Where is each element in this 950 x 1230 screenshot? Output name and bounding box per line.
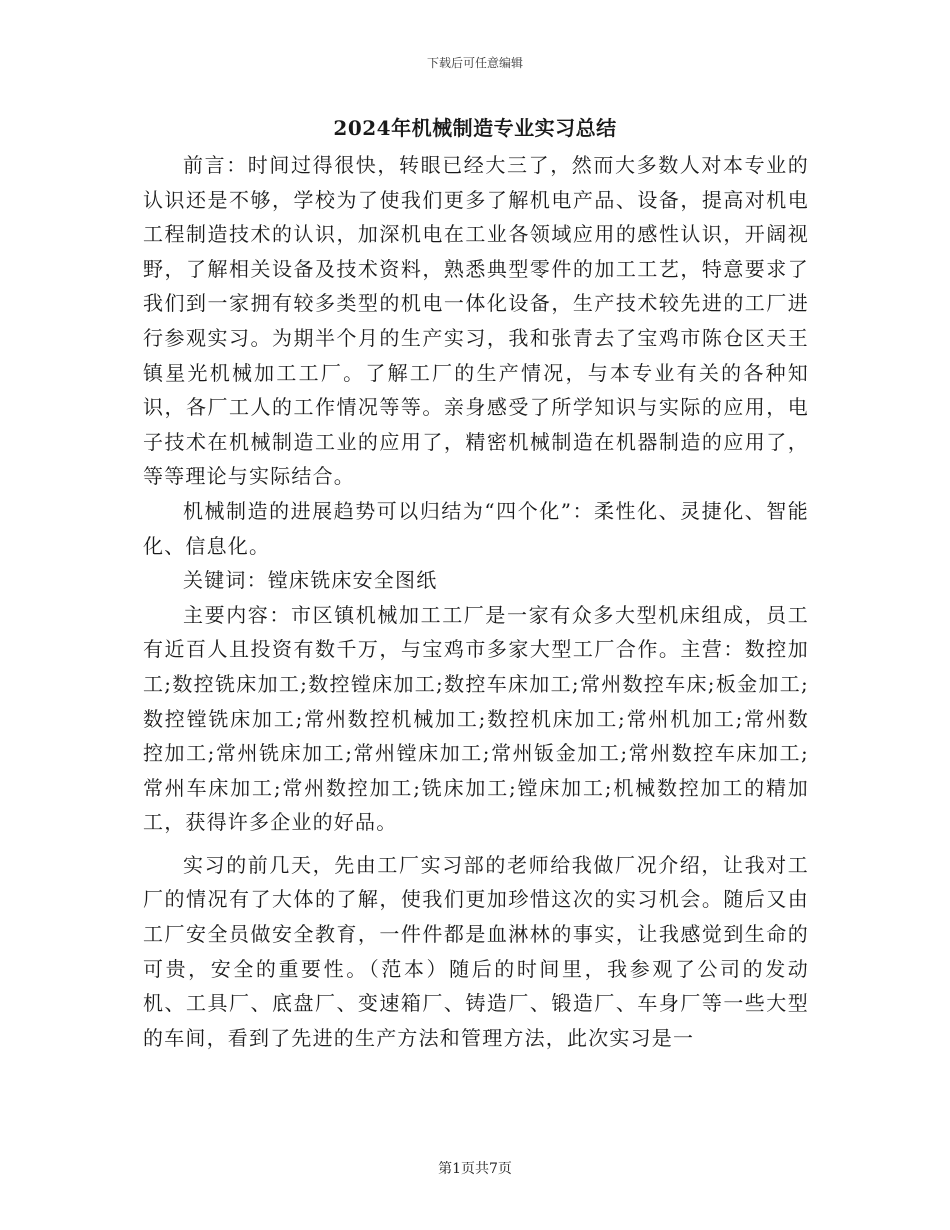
paragraph-keywords: 关键词：镗床铣床安全图纸: [183, 568, 438, 593]
paragraph-internship-start: 实习的前几天，先由工厂实习部的老师给我做厂况介绍，让我对工厂的情况有了大体的了解，使我们更加珍惜这次的实习机会。随后又由工厂安全员做安全教育，一件件都是血淋林的事实，让我感觉到生命的可贵，安全的重要性。（范本）随后的时间里，我参观了公司的发动机、工具厂、底盘厂、变速箱厂、铸造厂、锻造厂、车身厂等一些大型的车间，看到了先进的生产方法和管理方法，此次实习是一: [143, 852, 809, 1050]
document-body: [143, 148, 809, 1055]
paragraph-preface: 前言：时间过得很快，转眼已经大三了，然而大多数人对本专业的认识还是不够，学校为了使我们更多了解机电产品、设备，提高对机电工程制造技术的认识，加深机电在工业各领域应用的感性认识，开阔视野，了解相关设备及技术资料，熟悉典型零件的加工工艺，特意要求了我们到一家拥有较多类型的机电一体化设备，生产技术较先进的工厂进行参观实习。为期半个月的生产实习，我和张青去了宝鸡市陈仓区天王镇星光机械加工工厂。了解工厂的生产情况，与本专业有关的各种知识，各厂工人的工作情况等等。亲身感受了所学知识与实际的应用，电子技术在机械制造工业的应用了，精密机械制造在机器制造的应用了，等等理论与实际结合。: [143, 153, 809, 489]
paragraph-main-content: 主要内容：市区镇机械加工工厂是一家有众多大型机床组成，员工有近百人且投资有数千万，与宝鸡市多家大型工厂合作。主营：数控加工;数控铣床加工;数控镗床加工;数控车床加工;常州数控车床;板金加工;数控镗铣床加工;常州数控机械加工;数控机床加工;常州机加工;常州数控加工;常州铣床加工;常州镗床加工;常州钣金加工;常州数控车床加工;常州车床加工;常州数控加工;铣床加工;镗床加工;机械数控加工的精加工，获得许多企业的好品。: [143, 602, 809, 835]
page-number: 第1页共7页: [438, 1161, 512, 1177]
paragraph-trends: 机械制造的进展趋势可以归结为“四个化”：柔性化、灵捷化、智能化、信息化。: [143, 498, 809, 558]
page-header-note: 下载后可任意编辑: [426, 56, 523, 70]
document-title: 2024年机械制造专业实习总结: [333, 116, 617, 140]
